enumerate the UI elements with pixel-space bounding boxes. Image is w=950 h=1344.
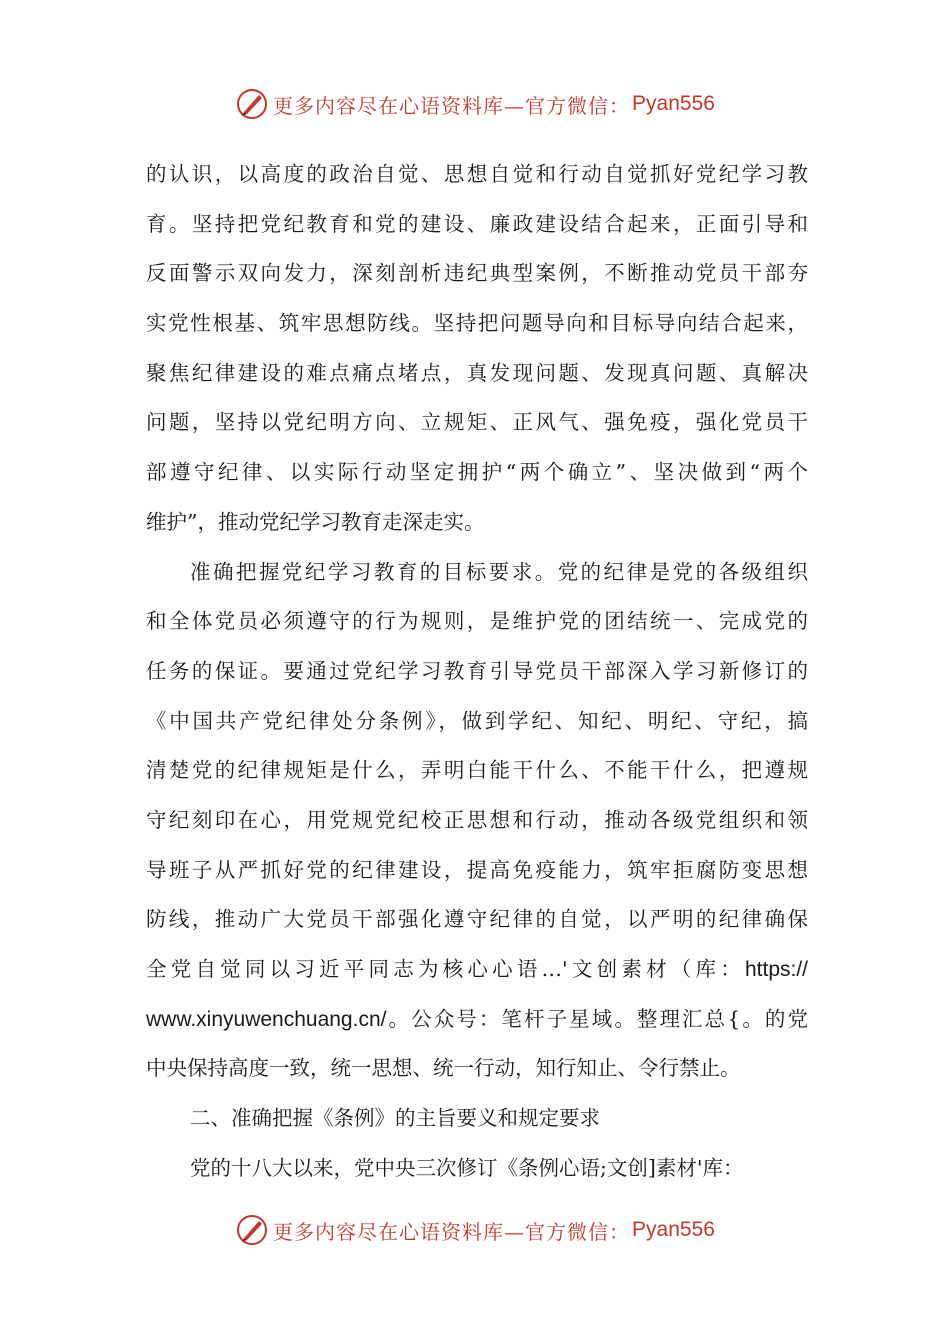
- text-line: 中央保持高度一致，统一思想、统一行动，知行知止、令行禁止。: [146, 1056, 741, 1081]
- quill-pen-icon: [235, 87, 269, 121]
- text-line: 部遵守纪律、以实际行动坚定拥护“两个确立”、坚决做到“两个: [146, 460, 808, 485]
- text-line: 实党性根基、筑牢思想防线。坚持把问题导向和目标导向结合起来，: [146, 311, 808, 336]
- banner-text: 更多内容尽在心语资料库—官方微信：: [273, 1219, 631, 1244]
- text-line: 清楚党的纪律规矩是什么，弄明白能干什么、不能干什么，把遵规: [146, 758, 808, 783]
- text-line: 任务的保证。要通过党纪学习教育引导党员干部深入学习新修订的: [146, 658, 808, 683]
- text-line: 防线，推动广大党员干部强化遵守纪律的自觉，以严明的纪律确保: [146, 907, 808, 932]
- text-line: 育。坚持把党纪教育和党的建设、廉政建设结合起来，正面引导和: [146, 211, 808, 236]
- banner-text: 更多内容尽在心语资料库—官方微信：: [273, 93, 631, 118]
- quill-pen-icon: [235, 1213, 269, 1247]
- text-line: 问题，坚持以党纪明方向、立规矩、正风气、强免疫，强化党员干: [146, 410, 808, 435]
- paragraph-first-line: 准确把握党纪学习教育的目标要求。党的纪律是党的各级组织: [190, 559, 808, 584]
- header-watermark-banner: [0, 84, 950, 124]
- footer-watermark-banner: [0, 1210, 950, 1250]
- text-line-with-url: [146, 995, 808, 1045]
- text-line: 聚焦纪律建设的难点痛点堵点，真发现问题、发现真问题、真解决: [146, 360, 808, 385]
- paragraph-first-line: 党的十八大以来，党中央三次修订《条例心语;文创]素材'库：: [190, 1155, 744, 1180]
- text-line: 反面警示双向发力，深刻剖析违纪典型案例，不断推动党员干部夯: [146, 261, 808, 286]
- text-line: 导班子从严抓好党的纪律建设，提高免疫能力，筑牢拒腐防变思想: [146, 857, 808, 882]
- text-segment: 。公众号：笔杆子星域。整理汇总{。的党: [386, 1006, 808, 1031]
- text-line-with-url: [146, 945, 808, 995]
- text-segment: 全党自觉同以习近平同志为核心心语…'文创素材（库：: [146, 957, 745, 981]
- text-line: 守纪刻印在心，用党规党纪校正思想和行动，推动各级党组织和领: [146, 807, 808, 832]
- text-line: 维护”，推动党纪学习教育走深走实。: [146, 509, 485, 534]
- section-heading: 二、准确把握《条例》的主旨要义和规定要求: [190, 1106, 600, 1131]
- text-line: 《中国共产党纪律处分条例》，做到学纪、知纪、明纪、守纪，搞: [146, 708, 808, 733]
- text-line: 和全体党员必须遵守的行为规则，是维护党的团结统一、完成党的: [146, 609, 808, 634]
- text-line: 的认识，以高度的政治自觉、思想自觉和行动自觉抓好党纪学习教: [146, 162, 808, 186]
- banner-wechat-id: Pyan556: [632, 92, 715, 115]
- banner-wechat-id: Pyan556: [632, 1218, 715, 1241]
- url-fragment: https://: [744, 958, 808, 981]
- document-body: [146, 150, 808, 1193]
- website-url: www.xinyuwenchuang.cn/: [146, 1007, 387, 1031]
